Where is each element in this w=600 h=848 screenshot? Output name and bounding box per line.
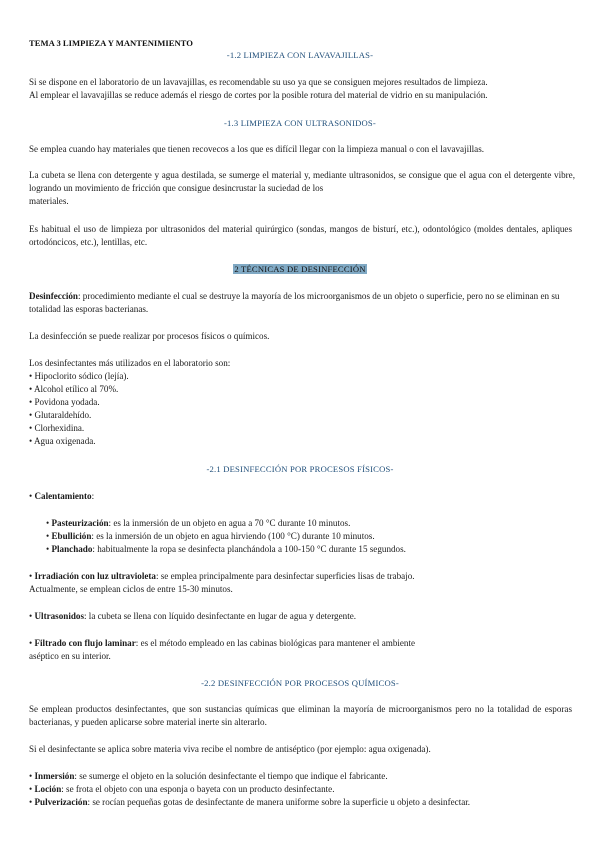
section-heading-1-2: -1.2 LIMPIEZA CON LAVAVAJILLAS-: [226, 50, 374, 60]
paragraph: La desinfección se puede realizar por procesos físicos o químicos.: [29, 331, 270, 341]
paragraph-end: materiales.: [29, 196, 69, 206]
document-title: TEMA 3 LIMPIEZA Y MANTENIMIENTO: [29, 38, 193, 48]
list-intro: Los desinfectantes más utilizados en el laboratorio son:: [29, 358, 231, 368]
section-heading-1-3: -1.3 LIMPIEZA CON ULTRASONIDOS-: [224, 118, 376, 128]
list-item: • Clorhexidina.: [29, 423, 85, 433]
bullet-calentamiento: • Calentamiento:: [29, 491, 95, 501]
bullet-ultrasonidos: • Ultrasonidos: la cubeta se llena con líquido desinfectante en lugar de agua y detergente.: [29, 611, 357, 621]
definition-text: : procedimiento mediante el cual se destruye la mayoría de los microorganismos de un objeto o superficie, pero no se eliminan en su totalidad las esporas bacterianas.: [29, 291, 560, 314]
bullet-pulverizacion: • Pulverización: se rocían pequeñas gotas de desinfectante de manera uniforme sobre la superficie u objeto a desinfectar.: [29, 797, 471, 807]
list-item: • Alcohol etílico al 70%.: [29, 384, 119, 394]
bullet-filtrado: • Filtrado con flujo laminar: es el método empleado en las cabinas biológicas para mantener el ambiente: [29, 638, 416, 648]
paragraph: La cubeta se llena con detergente y agua destilada, se sumerge el material y, mediante ultrasonidos, se consigue que el agua con el detergente vibre, logrando un movimiento de fricción que consigue desincrustar la suciedad de los: [29, 170, 575, 193]
paragraph: Si el desinfectante se aplica sobre materia viva recibe el nombre de antiséptico (por ejemplo: agua oxigenada).: [29, 744, 431, 754]
bullet-irradiacion: • Irradiación con luz ultravioleta: se emplea principalmente para desinfectar superficies lisas de trabajo.: [29, 571, 415, 581]
section-heading-2-2: -2.2 DESINFECCIÓN POR PROCESOS QUÍMICOS-: [201, 678, 399, 688]
list-item: • Hipoclorito sódico (lejía).: [29, 371, 129, 381]
bullet-locion: • Loción: se frota el objeto con una esponja o bayeta con un producto desinfectante.: [29, 784, 335, 794]
list-item: • Glutaraldehído.: [29, 410, 92, 420]
paragraph: Se emplea cuando hay materiales que tienen recovecos a los que es difícil llegar con la limpieza manual o con el lavavajillas.: [29, 144, 485, 154]
definition-paragraph: [29, 290, 575, 316]
sub-bullet-pasteurizacion: • Pasteurización: es la inmersión de un objeto en agua a 70 °C durante 10 minutos.: [46, 518, 351, 528]
list-item: • Agua oxigenada.: [29, 436, 96, 446]
sub-bullet-planchado: • Planchado: habitualmente la ropa se desinfecta planchándola a 100-150 °C durante 15 segundos.: [46, 544, 406, 554]
list-item: • Povidona yodada.: [29, 397, 100, 407]
paragraph: Se emplean productos desinfectantes, que son sustancias químicas que eliminan la mayoría de microorganismos pero no la totalidad de esporas bacterianas, y pueden aplicarse sobre material inerte sin alterarlo.: [29, 704, 572, 727]
paragraph: Es habitual el uso de limpieza por ultrasonidos del material quirúrgico (sondas, mangos de bisturí, etc.), odontológico (moldes dentales, apliques ortodóncicos, etc.), lentillas, etc.: [29, 224, 572, 247]
paragraph: aséptico en su interior.: [29, 651, 111, 661]
section-heading-2: 2 TÉCNICAS DE DESINFECCIÓN: [234, 264, 366, 274]
section-heading-2-1: -2.1 DESINFECCIÓN POR PROCESOS FÍSICOS-: [206, 464, 394, 474]
sub-bullet-ebullicion: • Ebullición: es la inmersión de un objeto en agua hirviendo (100 °C) durante 10 minutos.: [46, 531, 375, 541]
paragraph: Actualmente, se emplean ciclos de entre 15-30 minutos.: [29, 584, 233, 594]
paragraph: Al emplear el lavavajillas se reduce además el riesgo de cortes por la posible rotura del material de vidrio en su manipulación.: [29, 90, 488, 100]
definition-term: Desinfección: [29, 291, 78, 301]
paragraph: Si se dispone en el laboratorio de un lavavajillas, es recomendable su uso ya que se consiguen mejores resultados de limpieza.: [29, 77, 488, 87]
bullet-inmersion: • Inmersión: se sumerge el objeto en la solución desinfectante el tiempo que indique el fabricante.: [29, 771, 388, 781]
